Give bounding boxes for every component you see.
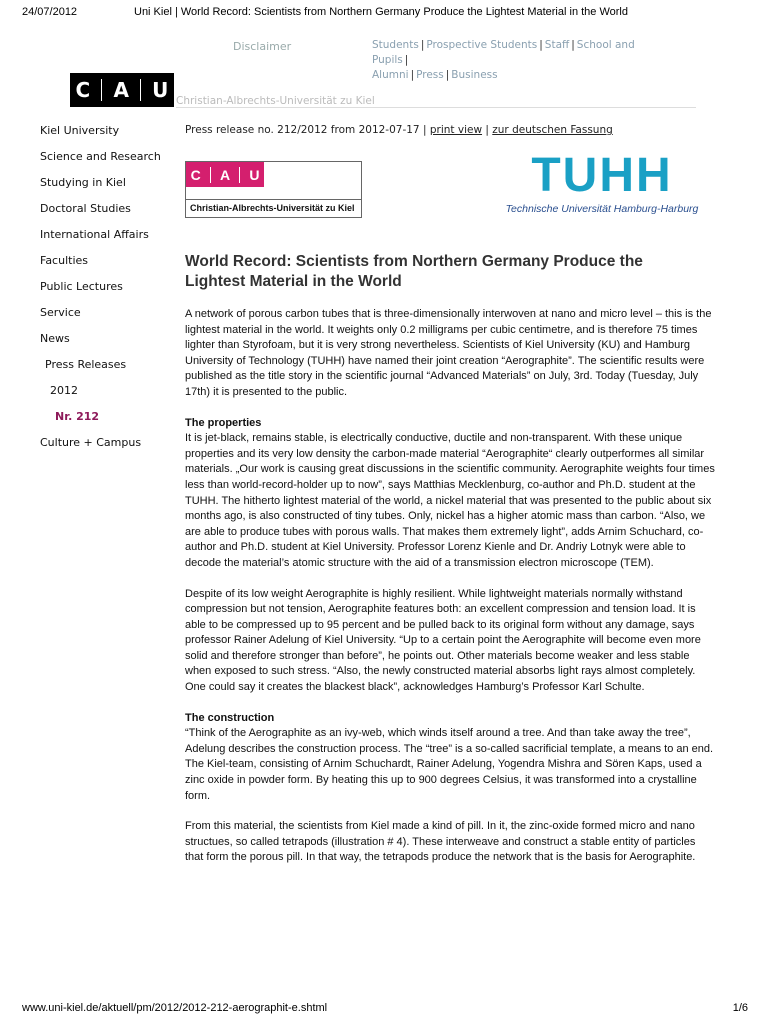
logo-letter-c: C xyxy=(190,166,201,183)
section-heading-construction: The construction xyxy=(185,711,275,724)
cau-logo[interactable] xyxy=(70,73,174,107)
article-headline: World Record: Scientists from Northern Germany Produce the Lightest Material in the World xyxy=(185,253,643,290)
tuhh-logo xyxy=(497,151,707,215)
sidebar-item-news[interactable]: News xyxy=(40,332,70,345)
press-release-number: Press release no. 212/2012 from 2012-07-17 xyxy=(185,124,420,136)
tuhh-wordmark: TUHH xyxy=(531,149,673,202)
resilience-paragraph: Despite of its low weight Aerographite is highly resilient. While lightweight materials normally withstand compression but not tension, Aerographite features both: an excellent compression and tension load. It is able to be compressed up to 95 percent and be pulled back to its original form without any damage, says professor Rainer Adelung of Kiel University. “Up to a certain point the Aerographite will become even more solid and therefore stronger than before”, he points out. Other materials become weaker and less stable when exposed to such stress. “Also, the newly constructed material absorbs light rays almost completely. One could say it creates the blackest black”, acknowledges Hamburg’s Professor Karl Schulte. xyxy=(185,587,701,694)
intro-paragraph: A network of porous carbon tubes that is three-dimensionally interwoven at nano and micro level – this is the lightest material in the world. It weights only 0.2 milligrams per cubic centimetre, and is therefore 75 times lighter than Styrofoam, but it is very strong nevertheless. Scientists of Kiel University (KU) and Hamburg University of Technology (TUHH) have named their joint creation “Aerographite”. The scientific results were published as the title story in the scientific journal “Advanced Materials” on July, 3rd. Today (Tuesday, July 17th) it is presented to the public. xyxy=(185,308,712,398)
page-number: 1/6 xyxy=(732,1002,748,1014)
sidebar-item-kiel-university[interactable]: Kiel University xyxy=(40,124,120,137)
sidebar-item-culture[interactable]: Culture + Campus xyxy=(40,436,142,449)
press-release-line: Press release no. 212/2012 from 2012-07-17 | print view | zur deutschen Fassung xyxy=(185,124,613,136)
sidebar-item-science-research[interactable]: Science and Research xyxy=(40,150,161,163)
pill-paragraph: From this material, the scientists from Kiel made a kind of pill. In it, the zinc-oxide formed micro and nano structues, so called tetrapods (illustration # 4). These interweave and construct a stable entity of particles that form the porous pill. In that way, the tetrapods produce the network that is the basis for Aerographite. xyxy=(185,820,696,864)
article-body xyxy=(185,307,715,881)
sidebar-item-current[interactable]: Nr. 212 xyxy=(55,410,100,423)
nav-alumni[interactable]: Alumni xyxy=(372,69,409,81)
sidebar-item-international[interactable]: International Affairs xyxy=(40,228,149,241)
logo-letter-u: U xyxy=(249,166,260,183)
cau-partner-logo xyxy=(185,161,362,218)
nav-press[interactable]: Press xyxy=(416,69,444,81)
logo-letter-a: A xyxy=(219,166,231,183)
german-version-link[interactable]: zur deutschen Fassung xyxy=(492,124,613,136)
sidebar-item-service[interactable]: Service xyxy=(40,306,81,319)
properties-paragraph: It is jet-black, remains stable, is electrically conductive, ductile and non-transparent. With these unique properties and its very low density the carbon-made material “Aerographite“ clearly outperformes all similar materials. „Our work is causing great discussions in the scientific community. Aerographite weights four times less than world-record-holder up to now”, says Matthias Mecklenburg, co-author and Ph.D. student at the TUHH. The hitherto lightest material of the world, a nickel material that was presented to the public about six months ago, is also constructed of tiny tubes. Only, nickel has a higher atomic mass than carbon. “Also, we are able to produce tubes with porous walls. That makes them extremely light”, adds Arnim Schuchard, co-author and Ph.D. student at Kiel University. Professor Lorenz Kienle and Dr. Andriy Lotnyk were able to decode the material’s atomic structure with the aid of a transmission electron microscope (TEM). xyxy=(185,432,715,569)
section-heading-properties: The properties xyxy=(185,416,262,429)
nav-prospective-students[interactable]: Prospective Students xyxy=(426,39,538,51)
cau-logo-caption: Christian-Albrechts-Universität zu Kiel xyxy=(186,199,361,217)
print-url: www.uni-kiel.de/aktuell/pm/2012/2012-212-aerographit-e.shtml xyxy=(22,1002,328,1014)
audience-nav: Students | Prospective Students | Staff | School and Pupils | Alumni | Press | Business xyxy=(372,39,635,81)
nav-students[interactable]: Students xyxy=(372,39,419,51)
tuhh-subtitle: Technische Universität Hamburg-Harburg xyxy=(505,203,699,215)
nav-staff[interactable]: Staff xyxy=(544,39,570,51)
sidebar-nav xyxy=(40,124,170,462)
sidebar-item-faculties[interactable]: Faculties xyxy=(40,254,89,267)
construction-paragraph: “Think of the Aerographite as an ivy-web, which winds itself around a tree. And than take away the tree”, Adelung describes the construction process. The “tree” is a so-called sacrificial template, a means to an end. The Kiel-team, consisting of Arnim Schuchardt, Rainer Adelung, Yogendra Mishra and Sören Kaps, used a zinc oxide in powder form. By heating this up to 900 degrees Celsius, it was transformed into a crystalline form. xyxy=(185,727,714,802)
print-date: 24/07/2012 xyxy=(22,6,78,18)
university-name: Christian-Albrechts-Universität zu Kiel xyxy=(176,95,375,107)
print-view-link[interactable]: print view xyxy=(429,124,483,136)
logo-letter-a: A xyxy=(113,78,129,102)
sidebar-item-doctoral[interactable]: Doctoral Studies xyxy=(40,202,131,215)
header-divider xyxy=(176,107,696,108)
sidebar-item-press-releases[interactable]: Press Releases xyxy=(45,358,127,371)
sidebar-item-studying[interactable]: Studying in Kiel xyxy=(40,176,126,189)
logo-letter-c: C xyxy=(75,78,91,102)
logo-letter-u: U xyxy=(152,78,169,102)
sidebar-item-2012[interactable]: 2012 xyxy=(50,384,78,397)
print-title: Uni Kiel | World Record: Scientists from Northern Germany Produce the Lightest Material in the World xyxy=(134,6,628,18)
disclaimer-link[interactable]: Disclaimer xyxy=(233,40,292,53)
nav-school-and-pupils[interactable]: School and Pupils xyxy=(372,39,635,66)
nav-business[interactable]: Business xyxy=(451,69,498,81)
article xyxy=(185,124,715,864)
sidebar-item-public-lectures[interactable]: Public Lectures xyxy=(40,280,123,293)
